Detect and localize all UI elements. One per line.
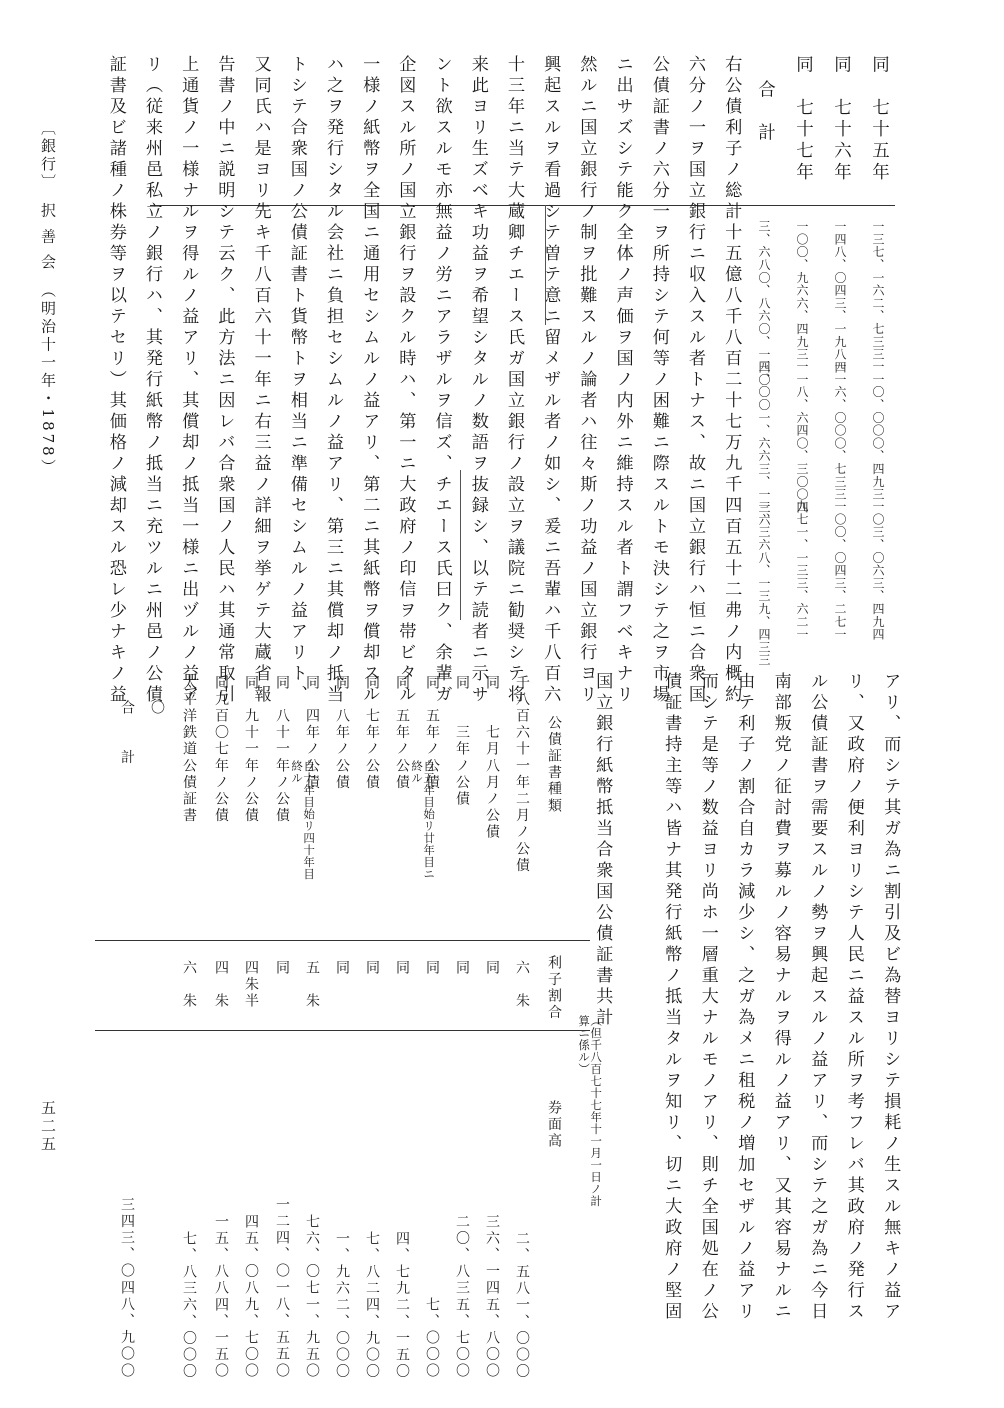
- table-row-rate: 同: [454, 960, 470, 977]
- body-text-line: 一様ノ紙幣ヲ全国ニ通用セシムルノ益アリ、第二ニ其紙幣ヲ償却スル: [359, 55, 380, 706]
- table-row-rate: 同: [424, 960, 440, 977]
- table-row-amount: 一五、八八四、一五〇: [213, 1214, 229, 1380]
- table-row-rate: 同: [394, 960, 410, 977]
- table-row-kind: 同 三年ノ公債: [454, 675, 470, 808]
- table-row-note: 自五年目始リ廿年目ニ終ル: [410, 760, 437, 880]
- table-row-kind: 同 五年ノ公債: [424, 675, 440, 792]
- upper-table-cell: 一四八、〇四三、一九八四: [833, 220, 847, 374]
- body-text-line: 証書及ビ諸種ノ株券等ヲ以テセリ）其価格ノ減却スル恐レ少ナキノ益: [105, 55, 126, 706]
- table-row-amount: 四五、〇八九、七〇〇: [243, 1214, 259, 1380]
- sideline-1: [545, 205, 546, 325]
- upper-table-cell: 一一〇、〇〇〇、四九三: [871, 360, 885, 501]
- table-row-kind: 同 八十一年ノ公債: [274, 675, 290, 825]
- body-text-line: アリ、而シテ其ガ為ニ割引及ビ為替ヨリシテ損耗ノ生スル無キノ益ア: [880, 672, 901, 1323]
- upper-table-cell: 三、六八〇、八六〇、一四〇: [757, 220, 771, 387]
- body-text-line: 上通貨ノ一様ナルヲ得ルノ益アリ、其償却ノ抵当一様ニ出ヅルノ益ア: [178, 55, 199, 706]
- table-header-amount: 券面高: [546, 1100, 562, 1150]
- table-row-rate: 同: [334, 960, 350, 977]
- table-row-kind: 同 五年ノ公債: [394, 675, 410, 792]
- body-text-line: 而シテ是等ノ数益ヨリ尚ホ一層重大ナルモノアリ、則チ全国処在ノ公: [697, 672, 718, 1323]
- table-row-amount: 一、九六二、〇〇〇: [334, 1230, 350, 1380]
- body-text-line: トシテ合衆国ノ公債証書ト貨幣トヲ相当ニ準備セシムルノ益アリト、: [286, 55, 307, 706]
- table-row-kind: 太平洋鉄道公債証書: [181, 675, 197, 825]
- upper-year-label: 同 七十五年: [869, 55, 890, 184]
- table-row-kind: 千八百六十一年二月ノ公債: [514, 675, 530, 875]
- table-row-kind: 同九百〇七年ノ公債: [213, 675, 229, 825]
- table-row-kind: 同 九十一年ノ公債: [243, 675, 259, 825]
- footer-section: 〔銀行〕 択 善 会 （明治十一年・1878）: [39, 120, 57, 477]
- table-row-rate: 同: [484, 960, 500, 977]
- table-row-kind: 同 八年ノ公債: [334, 675, 350, 792]
- body-text-line: 興起スルヲ看過シテ曽テ意ニ留メザル者ノ如シ、爰ニ吾輩ハ千八百六: [540, 55, 561, 706]
- body-text-line: ル公債証書ヲ需要スルノ勢ヲ興起スルノ益アリ、而シテ之ガ為ニ今日: [807, 672, 828, 1323]
- body-text-line: 南部叛党ノ征討費ヲ募ルノ容易ナルヲ得ルノ益アリ、又其容易ナルニ: [770, 672, 791, 1323]
- body-text-line: 由テ利子ノ割合自カラ減少シ、之ガ為メニ租税ノ増加セザルノ益アリ: [734, 672, 755, 1323]
- body-text-line: 又同氏ハ是ヨリ先キ千八百六十一年ニ右三益ノ詳細ヲ挙ゲテ大蔵省報: [250, 55, 271, 706]
- table-total-amount: 三四三、〇四八、九〇〇: [119, 1197, 135, 1380]
- body-text-line: リ（従来州邑私立ノ銀行ハ、其発行紙幣ノ抵当ニ充ツルニ州邑ノ公債: [142, 55, 162, 706]
- table-row-amount: 七、八二四、九〇〇: [364, 1230, 380, 1380]
- body-text-line: 六分ノ一ヲ国立銀行ニ収入スル者トナス、故ニ国立銀行ハ恒ニ合衆国: [685, 55, 705, 706]
- body-text-line: 然ルニ国立銀行ノ制ヲ批難スルノ論者ハ往々斯ノ功益ノ国立銀行ヨリ: [576, 55, 597, 706]
- upper-table-cell: 一〇三、〇六三、四九四: [871, 500, 885, 641]
- body-text-line: 十三年ニ当テ大蔵卿チエース氏ガ国立銀行ノ設立ヲ議院ニ勧奨シテ将: [504, 55, 524, 706]
- upper-table-cell: 九七一、一三三、六二一: [795, 500, 809, 641]
- table-row-kind: 同 七月八月ノ公債: [484, 675, 500, 841]
- table-row-rate: 同: [364, 960, 380, 977]
- body-text-line: ント欲スルモ亦無益ノ労ニアラザルヲ信ズ、チエース氏曰ク、余輩ガ: [431, 55, 452, 706]
- upper-year-label: 同 七十六年: [831, 55, 852, 184]
- body-text-line: 債証書持主等ハ皆ナ其発行紙幣ノ抵当タルヲ知リ、切ニ大政府ノ堅固: [661, 672, 682, 1323]
- table-row-kind: 同 七年ノ公債: [364, 675, 380, 792]
- circle-mark: 〇: [149, 700, 165, 717]
- table-row-rate: 六 朱: [514, 960, 530, 1010]
- table-row-rate: 五 朱: [304, 960, 320, 1010]
- body-text-line: リ、又政府ノ便利ヨリシテ人民ニ益スル所ヲ考フレバ其政府ノ発行ス: [843, 672, 864, 1323]
- body-text-line: 企図スル所ノ国立銀行ヲ設クル時ハ、第一ニ大政府ノ印信ヲ帯ビタル: [395, 55, 416, 706]
- page-number: 五二五: [39, 1100, 57, 1154]
- body-text-line: 右公債利子ノ総計十五億八千八百二十七万九千四百五十二弗ノ内概約: [721, 55, 742, 706]
- table-row-rate: 四朱半: [243, 960, 259, 1010]
- upper-year-label: 同 七十七年: [793, 55, 814, 184]
- table-row-rate: 六 朱: [181, 960, 197, 1010]
- lower-table-rule-1: [95, 940, 590, 941]
- body-text-line: 告書ノ中ニ説明シテ云ク、此方法ニ因レバ合衆国ノ人民ハ其通常取引: [214, 55, 235, 706]
- upper-table-cell: 一〇〇、〇四三、二七一: [833, 500, 847, 641]
- upper-total-label: 合 計: [755, 80, 776, 145]
- upper-table-cell: 三、〇〇一、六六三、一三六: [757, 360, 771, 527]
- table-row-rate: 四 朱: [213, 960, 229, 1010]
- upper-table-cell: 一一六、〇〇〇、七三三: [833, 360, 847, 501]
- table-row-amount: 二〇、八三五、七〇〇: [454, 1214, 470, 1380]
- upper-table-cell: 一三七、一六二、七三三: [871, 220, 885, 361]
- table-row-kind: 同 四年ノ公債: [304, 675, 320, 792]
- table-total-label: 合 計: [119, 700, 135, 767]
- table-row-amount: 二、五八一、〇〇〇: [514, 1230, 530, 1380]
- table-row-amount: 七、〇〇〇: [424, 1297, 440, 1380]
- body-text-line: 来此ヨリ生ズベキ功益ヲ希望シタルノ数語ヲ抜録シ、以テ読者ニ示サ: [467, 55, 488, 706]
- table-row-rate: 同: [274, 960, 290, 977]
- upper-table-cell: 一、三六八、一三九、四三三: [757, 500, 771, 667]
- lower-table-rule-2: [95, 1030, 590, 1031]
- table-row-amount: 七六、〇七一、九五〇: [304, 1214, 320, 1380]
- table-row-note: 自十年目始リ四十年目終ル: [290, 760, 317, 880]
- upper-table-cell: 一一八、六四〇、三〇〇四: [795, 360, 809, 514]
- upper-table-cell: 一〇〇、九六六、四九三: [795, 220, 809, 361]
- sideline-2: [460, 470, 461, 620]
- table-row-amount: 七、八三六、〇〇〇: [181, 1230, 197, 1380]
- body-text-line: ハ之ヲ発行シタル会社ニ負担セシムルノ益アリ、第三ニ其償却ノ抵当: [323, 55, 343, 706]
- table-title-note: （但千八百七十七年十一月一日ノ計算ニ係ル）: [577, 1015, 604, 1207]
- table-row-amount: 四、七九二、一五〇: [394, 1230, 410, 1380]
- table-title: 国立銀行紙幣抵当合衆国公債証書共計: [592, 672, 613, 1029]
- table-row-amount: 三六、一四五、八〇〇: [484, 1214, 500, 1380]
- table-header-rate: 利子割合: [546, 955, 562, 1022]
- table-row-amount: 一二四、〇一八、五五〇: [274, 1197, 290, 1380]
- body-text-line: ニ出サズシテ能ク全体ノ声価ヲ国ノ内外ニ維持スル者ト謂フベキナリ: [612, 55, 633, 706]
- table-header-kind: 公債証書種類: [546, 715, 562, 815]
- body-text-line: 公債証書ノ六分一ヲ所持シテ何等ノ困難ニ際スルトモ決シテ之ヲ市場: [648, 55, 669, 706]
